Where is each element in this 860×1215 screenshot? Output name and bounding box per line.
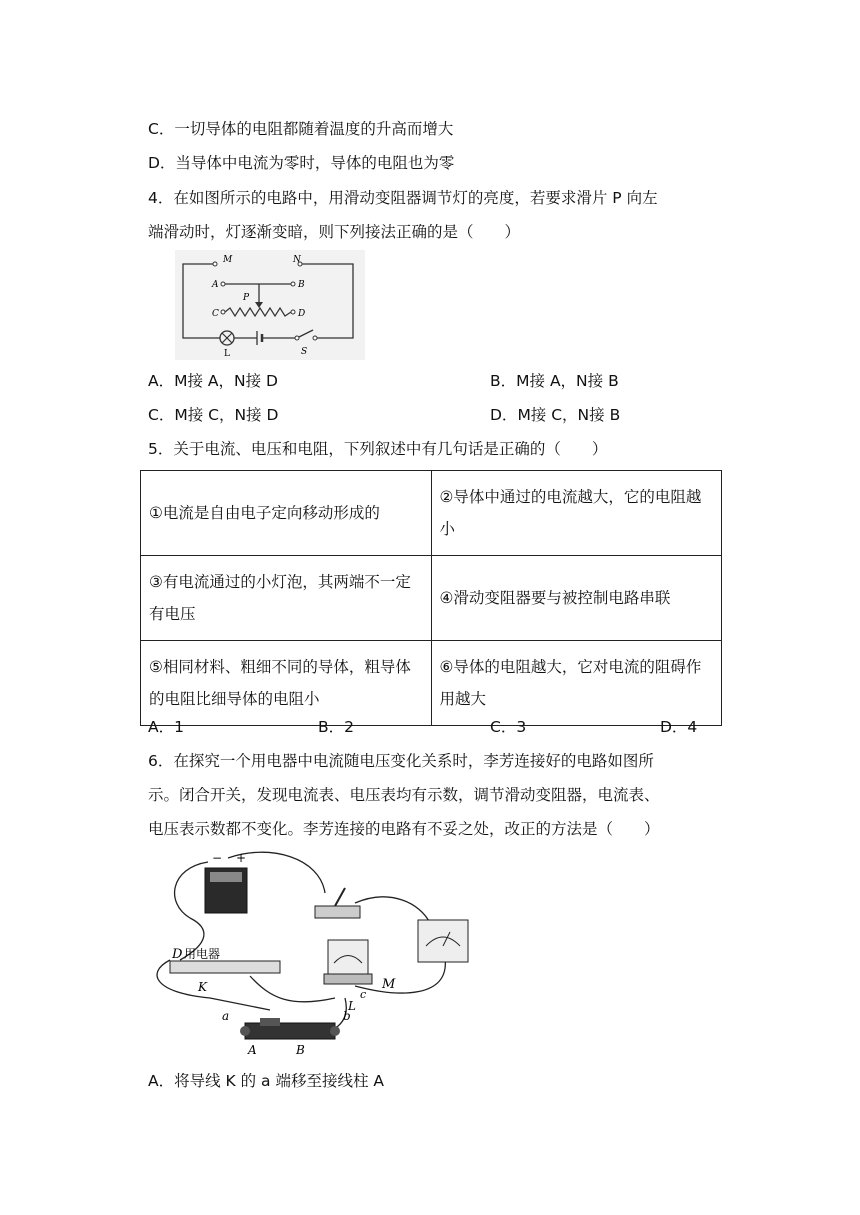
circuit-photo-q6 xyxy=(150,848,480,1060)
statements-table xyxy=(140,470,722,726)
q4-option-d: D．M接 C，N接 B xyxy=(490,406,621,424)
label-S: S xyxy=(301,347,308,357)
label-B: B xyxy=(298,280,305,290)
label-A: A xyxy=(212,280,219,290)
label-M: M xyxy=(223,255,233,265)
q4-option-c: C．M接 C，N接 D xyxy=(148,406,279,424)
question-6-option-a: A．将导线 K 的 a 端移至接线柱 A xyxy=(148,1072,385,1090)
battery-plus-label: + xyxy=(236,851,247,865)
question-5-line: 5．关于电流、电压和电阻，下列叙述中有几句话是正确的（ ） xyxy=(148,440,608,458)
q4-option-a: A．M接 A，N接 D xyxy=(148,372,278,390)
label-C: C xyxy=(212,309,219,319)
statement-1: ①电流是自由电子定向移动形成的 xyxy=(141,471,432,556)
question-6-line2: 示。闭合开关，发现电流表、电压表均有示数，调节滑动变阻器，电流表、 xyxy=(148,786,660,804)
label-D: D xyxy=(298,309,306,319)
label-b-6: b xyxy=(343,1009,351,1023)
question-4-line2: 端滑动时，灯逐渐变暗，则下列接法正确的是（ ） xyxy=(148,223,521,241)
label-c-6: c xyxy=(360,988,367,1001)
label-P: P xyxy=(243,293,250,303)
label-K-6: K xyxy=(198,980,207,994)
label-L-6: L xyxy=(348,999,356,1013)
q5-option-c: C．3 xyxy=(490,718,527,736)
question-c3: C．一切导体的电阻都随着温度的升高而增大 xyxy=(148,120,454,138)
label-N: N xyxy=(293,255,301,265)
statement-6: ⑥导体的电阻越大，它对电流的阻碍作用越大 xyxy=(431,641,722,726)
q4-option-b: B．M接 A，N接 B xyxy=(490,372,619,390)
label-A-6: A xyxy=(248,1043,257,1057)
statement-5: ⑤相同材料、粗细不同的导体，粗导体的电阻比细导体的电阻小 xyxy=(141,641,432,726)
statement-4: ④滑动变阻器要与被控制电路串联 xyxy=(431,556,722,641)
question-6-line3: 电压表示数都不变化。李芳连接的电路有不妥之处，改正的方法是（ ） xyxy=(148,820,660,838)
label-M-6: M xyxy=(382,977,396,992)
label-device: 用电器 xyxy=(184,947,221,961)
q5-option-a: A．1 xyxy=(148,718,184,736)
statement-3: ③有电流通过的小灯泡，其两端不一定有电压 xyxy=(141,556,432,641)
question-6-line1: 6．在探究一个用电器中电流随电压变化关系时，李芳连接好的电路如图所 xyxy=(148,752,654,770)
label-L: L xyxy=(224,349,230,359)
q5-option-d: D．4 xyxy=(660,718,698,736)
label-a-6: a xyxy=(222,1009,230,1023)
statement-2: ②导体中通过的电流越大，它的电阻越小 xyxy=(431,471,722,556)
battery-minus-label: − xyxy=(212,851,223,865)
question-d3: D．当导体中电流为零时，导体的电阻也为零 xyxy=(148,154,455,172)
circuit-diagram-q4 xyxy=(175,250,365,360)
question-4-line1: 4．在如图所示的电路中，用滑动变阻器调节灯的亮度，若要求滑片 P 向左 xyxy=(148,189,658,207)
label-B-6: B xyxy=(296,1043,305,1057)
q5-option-b: B．2 xyxy=(318,718,354,736)
label-D-6: D xyxy=(172,947,183,962)
